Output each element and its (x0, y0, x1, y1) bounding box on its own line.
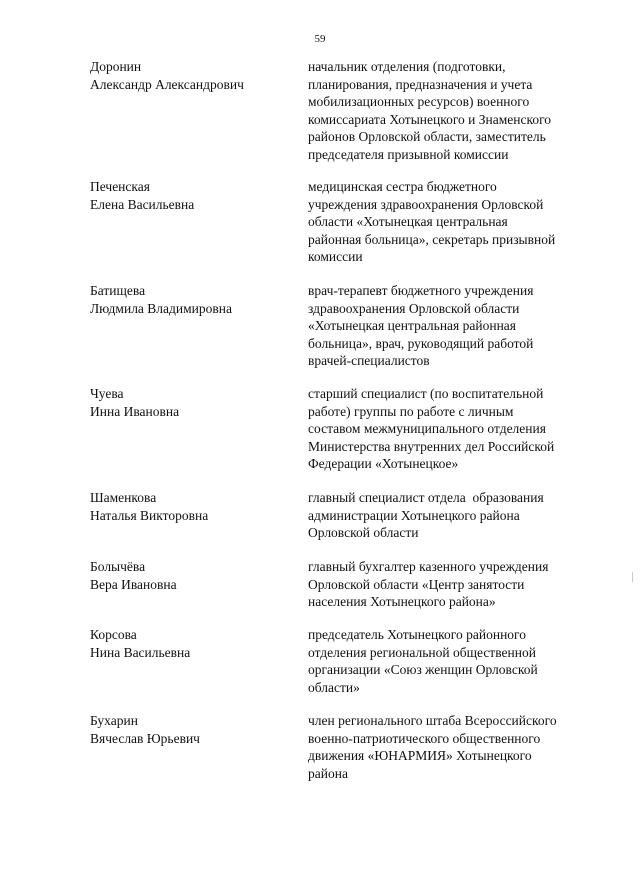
position-line: организации «Союз женщин Орловской (308, 662, 538, 677)
member-given-names: Елена Васильевна (90, 196, 195, 212)
position-line: администрации Хотынецкого района (308, 507, 520, 523)
member-surname: Печенская (90, 179, 150, 194)
position-line: составом межмуниципального отделения (308, 421, 546, 436)
member-position (308, 178, 593, 266)
member-position (308, 282, 593, 370)
position-line: области» (308, 679, 360, 695)
member-given-names: Наталья Викторовна (90, 507, 209, 523)
member-given-names: Вера Ивановна (90, 576, 177, 592)
member-name (90, 385, 295, 420)
member-position (308, 712, 593, 782)
position-line: больница», врач, руководящий работой (308, 335, 534, 351)
member-surname: Чуева (90, 386, 124, 401)
member-name (90, 178, 295, 213)
member-name (90, 282, 295, 317)
member-position (308, 489, 593, 542)
member-position (308, 385, 593, 473)
position-line: Орловской области (308, 525, 419, 540)
position-line: работе) группы по работе с личным (308, 403, 514, 419)
member-name (90, 58, 295, 93)
position-line: врачей-специалистов (308, 353, 430, 368)
position-line: Орловской области «Центр занятости (308, 576, 525, 592)
position-line: комиссии (308, 249, 363, 264)
position-line: мобилизационных ресурсов) военного (308, 94, 530, 109)
position-line: военно-патриотического общественного (308, 730, 541, 746)
member-name (90, 626, 295, 661)
position-line: здравоохранения Орловской области (308, 300, 520, 316)
position-line: района (308, 765, 348, 781)
position-line: главный специалист отдела образования (308, 490, 544, 505)
position-line: член регионального штаба Всероссийского (308, 713, 557, 728)
position-line: «Хотынецкая центральная районная (308, 318, 516, 333)
member-surname: Батищева (90, 283, 146, 298)
member-position (308, 626, 593, 696)
position-line: отделения региональной общественной (308, 644, 536, 660)
position-line: планирования, предназначения и учета (308, 76, 533, 92)
member-given-names: Александр Александрович (90, 76, 244, 92)
position-line: движения «ЮНАРМИЯ» Хотынецкого (308, 748, 532, 763)
member-surname: Шаменкова (90, 490, 157, 505)
member-given-names: Людмила Владимировна (90, 300, 232, 316)
member-position (308, 58, 593, 163)
member-name (90, 489, 295, 524)
position-line: Федерации «Хотынецкое» (308, 456, 459, 471)
position-line: населения Хотынецкого района» (308, 594, 496, 609)
position-line: учреждения здравоохранения Орловской (308, 196, 544, 212)
page-number: 59 (314, 33, 326, 45)
position-line: комиссариата Хотынецкого и Знаменского (308, 111, 552, 127)
position-line: председатель Хотынецкого районного (308, 627, 526, 642)
position-line: главный бухгалтер казенного учреждения (308, 559, 549, 574)
position-line: старший специалист (по воспитательной (308, 386, 544, 401)
position-line: врач-терапевт бюджетного учреждения (308, 283, 534, 298)
member-given-names: Инна Ивановна (90, 403, 180, 419)
member-position (308, 558, 593, 611)
scan-artifact (632, 572, 633, 582)
member-given-names: Вячеслав Юрьевич (90, 730, 200, 746)
member-name (90, 712, 295, 747)
member-surname: Болычёва (90, 559, 146, 574)
position-line: районов Орловской области, заместитель (308, 129, 546, 144)
position-line: медицинская сестра бюджетного (308, 179, 497, 194)
member-surname: Бухарин (90, 713, 138, 728)
position-line: Министерства внутренних дел Российской (308, 438, 555, 454)
member-surname: Доронин (90, 59, 142, 74)
member-name (90, 558, 295, 593)
position-line: районная больница», секретарь призывной (308, 231, 556, 247)
position-line: области «Хотынецкая центральная (308, 214, 508, 229)
position-line: начальник отделения (подготовки, (308, 59, 506, 74)
member-surname: Корсова (90, 627, 137, 642)
position-line: председателя призывной комиссии (308, 146, 509, 162)
member-given-names: Нина Васильевна (90, 644, 191, 660)
